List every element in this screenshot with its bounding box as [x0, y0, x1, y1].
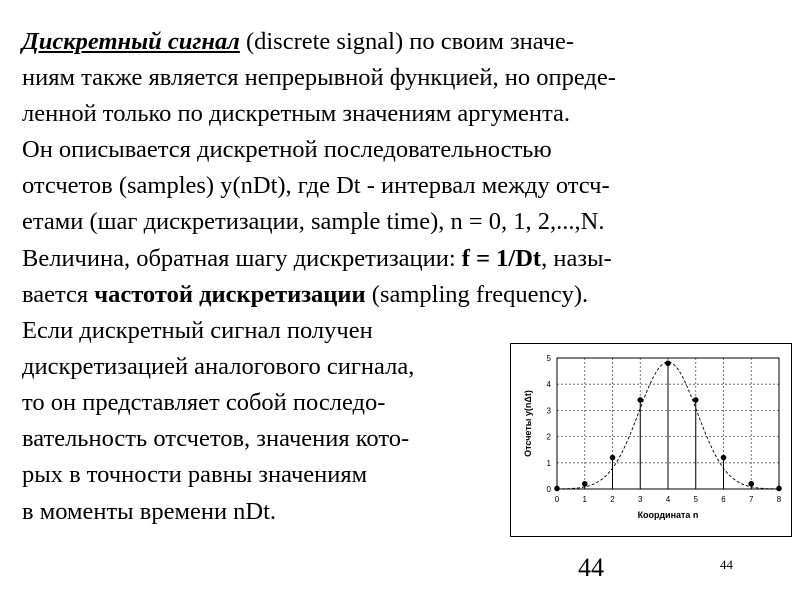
sample-point	[748, 481, 754, 487]
x-tick-label: 1	[582, 495, 587, 504]
text-line-12: вательность отсчетов, значения кото-	[22, 425, 410, 452]
text-line-13: рых в точности равны значениям	[22, 461, 368, 488]
x-tick-label: 7	[749, 495, 754, 504]
sample-point	[665, 360, 671, 366]
term-sampling-frequency: частотой дискретизации	[94, 281, 366, 308]
y-tick-label: 3	[546, 406, 551, 416]
x-tick-label: 5	[693, 495, 698, 504]
page-number-small: 44	[720, 557, 733, 572]
y-axis-label: Отсчеты y(nΔt)	[523, 390, 533, 457]
text-line-1: Дискретный сигнал (discrete signal) по своим значе-	[22, 28, 575, 55]
text-line-9: Если дискретный сигнал получен	[22, 317, 373, 344]
sample-point	[610, 455, 616, 461]
x-tick-label: 6	[721, 495, 726, 504]
y-tick-label: 2	[546, 432, 551, 442]
x-tick-label: 0	[554, 495, 560, 504]
text-line-4: Он описывается дискретной последовательностью	[22, 136, 552, 163]
text-line-2: ниям также является непрерывной функцией, но опреде-	[22, 64, 616, 91]
text-line-14: в моменты времени nDt.	[22, 498, 277, 525]
y-tick-label: 5	[546, 354, 551, 363]
formula-frequency: f = 1/Dt	[461, 245, 542, 272]
sample-point	[582, 481, 588, 487]
sample-point	[721, 455, 727, 461]
term-discrete-signal: Дискретный сигнал	[22, 28, 240, 55]
text-line-8: вается частотой дискретизации (sampling frequency).	[22, 281, 589, 308]
x-tick-label: 8	[776, 495, 782, 504]
text-line-11: то он представляет собой последо-	[22, 389, 386, 416]
discrete-signal-chart	[511, 344, 791, 536]
x-tick-label: 3	[638, 495, 643, 504]
text-line-6: етами (шаг дискретизации, sample time), n = 0, 1, 2,...,N.	[22, 208, 605, 235]
y-tick-label: 4	[546, 380, 551, 390]
text-line-7: Величина, обратная шагу дискретизации: f = 1/Dt, назы-	[22, 245, 612, 272]
sample-point	[554, 486, 560, 492]
page-number-large: 44	[578, 553, 604, 582]
sample-point	[637, 397, 643, 403]
text-line-10: дискретизацией аналогового сигнала,	[22, 353, 415, 380]
y-tick-label: 0	[546, 485, 551, 494]
x-tick-label: 4	[665, 495, 671, 504]
y-tick-label: 1	[546, 458, 551, 468]
x-tick-label: 2	[610, 495, 615, 504]
text-line-5: отсчетов (samples) y(nDt), где Dt - интервал между отсч-	[22, 172, 610, 199]
discrete-signal-figure	[510, 343, 792, 537]
sample-point	[776, 486, 782, 492]
text-line-3: ленной только по дискретным значениям аргумента.	[22, 100, 571, 127]
x-axis-label: Координата n	[637, 510, 699, 520]
sample-point	[693, 397, 699, 403]
